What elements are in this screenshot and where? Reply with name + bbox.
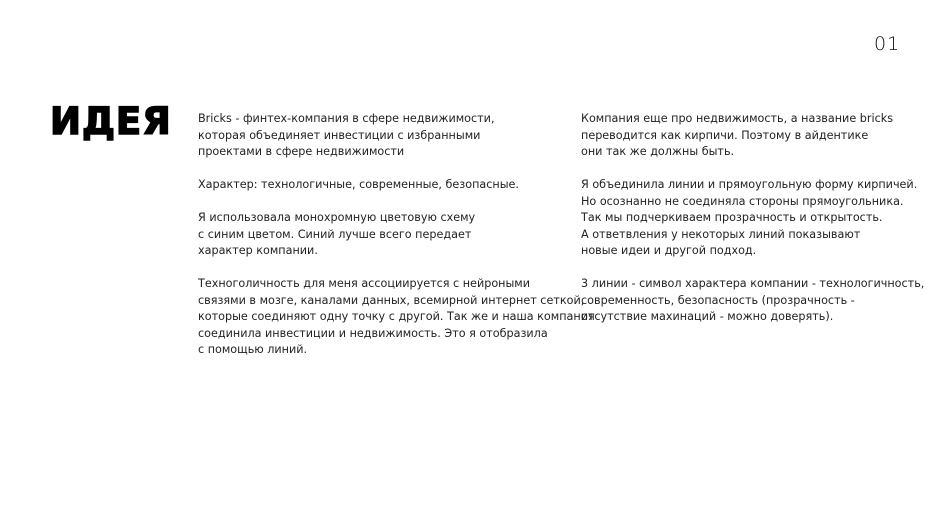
text-line: переводится как кирпичи. Поэтому в айдентике bbox=[581, 128, 869, 142]
paragraph bbox=[198, 276, 595, 359]
page-number: 01 bbox=[874, 33, 901, 55]
text-line: отсутствие махинаций - можно доверять). bbox=[581, 310, 834, 323]
text-line: 3 линии - символ характера компании - технологичность, bbox=[581, 277, 925, 290]
text-line: с помощью линий. bbox=[198, 343, 308, 356]
text-line: современность, безопасность (прозрачность - bbox=[581, 293, 855, 307]
text-line: Bricks - финтех-компания в сфере недвижимости, bbox=[198, 112, 495, 125]
text-line: Характер: технологичные, современные, безопасные. bbox=[198, 178, 519, 191]
text-line: характер компании. bbox=[198, 244, 318, 257]
left-text-column bbox=[198, 111, 595, 375]
text-line: Так мы подчеркиваем прозрачность и открытость. bbox=[581, 211, 883, 224]
text-line: они так же должны быть. bbox=[581, 145, 735, 158]
paragraph bbox=[198, 111, 573, 161]
text-line: Компания еще про недвижимость, а название bricks bbox=[581, 112, 894, 125]
paragraph bbox=[581, 111, 931, 161]
right-text-column bbox=[581, 111, 931, 342]
text-line: которая объединяет инвестиции с избранными bbox=[198, 128, 481, 142]
text-line: Но осознанно не соединяла стороны прямоугольника. bbox=[581, 194, 904, 208]
text-line: с синим цветом. Синий лучше всего передает bbox=[198, 227, 472, 241]
text-line: проектами в сфере недвижимости bbox=[198, 145, 405, 158]
text-line: соединила инвестиции и недвижимость. Это я отобразила bbox=[198, 326, 548, 340]
text-line: которые соединяют одну точку с другой. Так же и наша компания bbox=[198, 310, 595, 323]
text-line: Я объединила линии и прямоугольную форму кирпичей. bbox=[581, 178, 918, 191]
paragraph bbox=[198, 177, 573, 194]
text-line: связями в мозге, каналами данных, всемирной интернет сеткой, bbox=[198, 293, 585, 307]
text-line: новые идеи и другой подход. bbox=[581, 244, 757, 257]
paragraph bbox=[581, 177, 931, 260]
text-line: Я использовала монохромную цветовую схему bbox=[198, 211, 476, 224]
page-title: ИДЕЯ bbox=[50, 99, 172, 143]
text-line: А ответвления у некоторых линий показывают bbox=[581, 227, 861, 241]
paragraph bbox=[198, 210, 573, 260]
paragraph bbox=[581, 276, 931, 326]
text-line: Техноголичность для меня ассоциируется с нейроными bbox=[198, 277, 531, 290]
